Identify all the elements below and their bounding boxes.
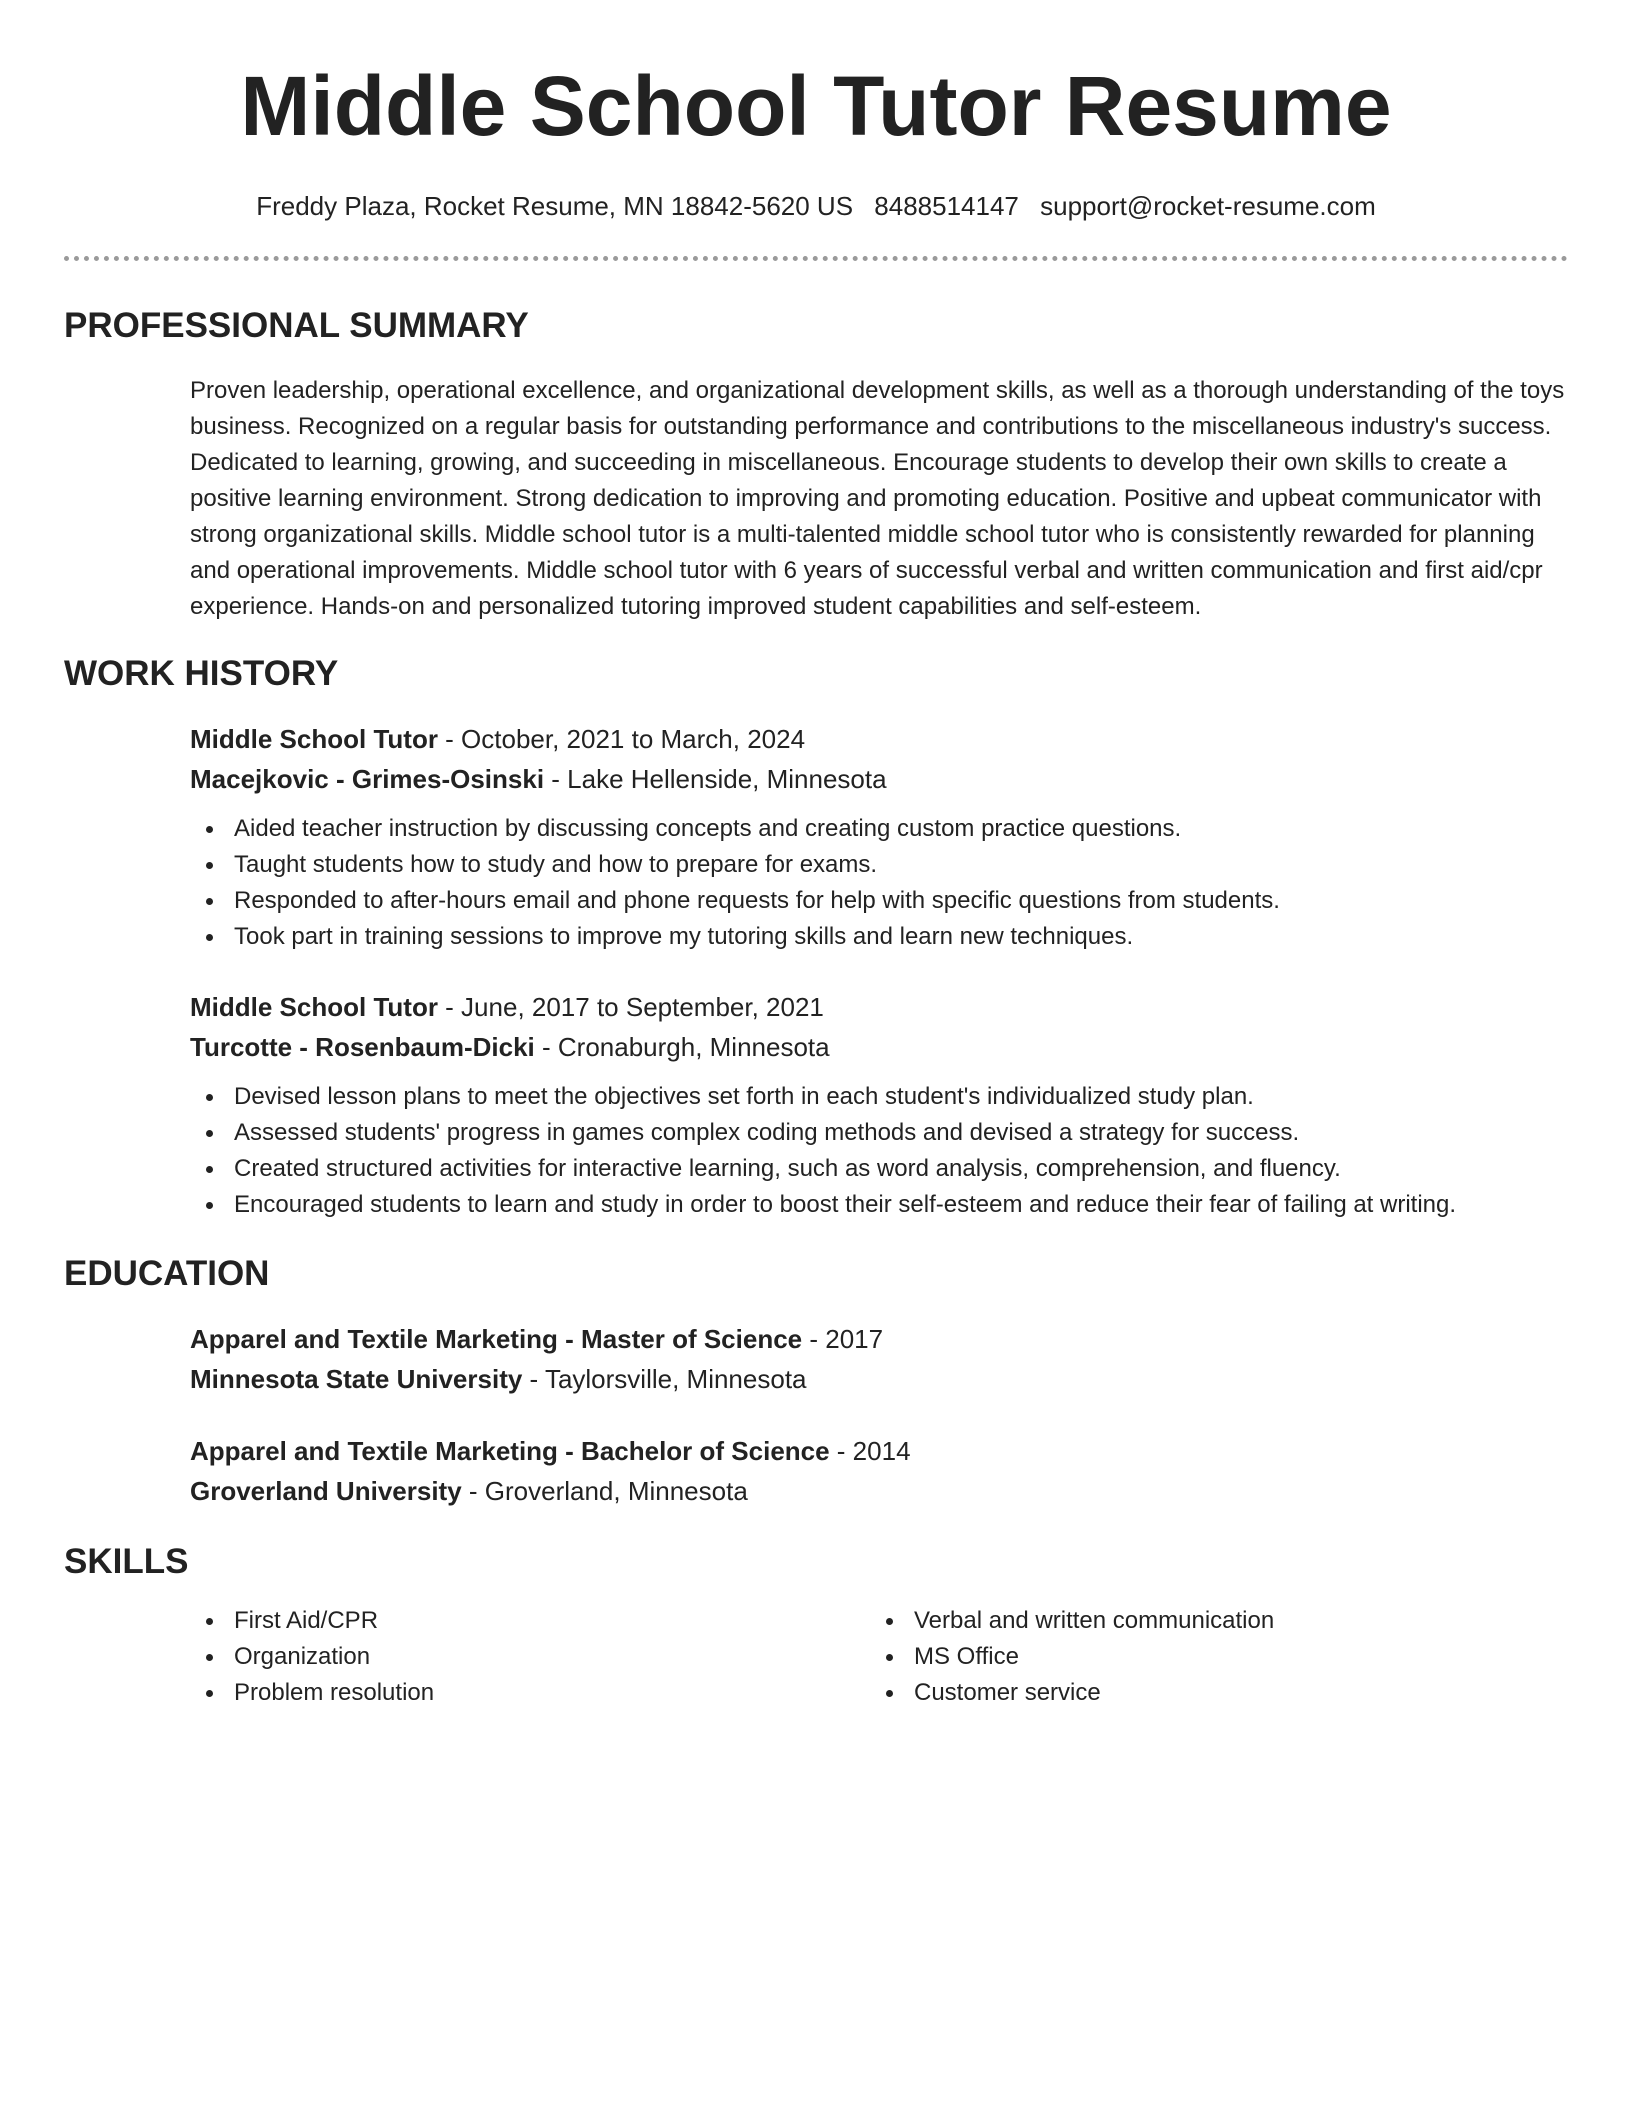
skill-item: Problem resolution bbox=[190, 1675, 870, 1711]
school-name: Minnesota State University bbox=[190, 1364, 523, 1394]
school-name: Groverland University bbox=[190, 1476, 462, 1506]
list-item: Encouraged students to learn and study in order to boost their self-esteem and reduce their fear of failing at writing. bbox=[190, 1187, 1568, 1223]
school-line bbox=[190, 1471, 1568, 1511]
skills-column-right bbox=[870, 1603, 1550, 1711]
job-title-line bbox=[190, 719, 1568, 759]
skills-grid bbox=[190, 1603, 1568, 1711]
list-item: Assessed students' progress in games complex coding methods and devised a strategy for success. bbox=[190, 1115, 1568, 1151]
section-heading-education: EDUCATION bbox=[64, 1254, 270, 1293]
school-location: - Groverland, Minnesota bbox=[461, 1476, 748, 1506]
job-entry bbox=[190, 719, 1568, 955]
skill-item: Customer service bbox=[870, 1675, 1550, 1711]
education-entry bbox=[190, 1431, 1568, 1511]
job-title: Middle School Tutor bbox=[190, 992, 438, 1022]
company-location: - Cronaburgh, Minnesota bbox=[534, 1032, 830, 1062]
list-item: Devised lesson plans to meet the objectives set forth in each student's individualized study plan. bbox=[190, 1079, 1568, 1115]
job-duties-list bbox=[190, 1079, 1568, 1223]
school-location: - Taylorsville, Minnesota bbox=[522, 1364, 807, 1394]
job-title: Middle School Tutor bbox=[190, 724, 438, 754]
skill-item: First Aid/CPR bbox=[190, 1603, 870, 1639]
degree-name: Apparel and Textile Marketing - Master of Science bbox=[190, 1324, 803, 1354]
job-title-line bbox=[190, 987, 1568, 1027]
degree-year: - 2014 bbox=[829, 1436, 911, 1466]
job-dates: - June, 2017 to September, 2021 bbox=[437, 992, 824, 1022]
skill-item: Verbal and written communication bbox=[870, 1603, 1550, 1639]
contact-email: support@rocket-resume.com bbox=[1040, 191, 1376, 221]
job-entry bbox=[190, 987, 1568, 1223]
list-item: Responded to after-hours email and phone requests for help with specific questions from students. bbox=[190, 883, 1568, 919]
degree-name: Apparel and Textile Marketing - Bachelor of Science bbox=[190, 1436, 830, 1466]
contact-phone: 8488514147 bbox=[874, 191, 1019, 221]
resume-title: Middle School Tutor Resume bbox=[240, 59, 1392, 153]
job-dates: - October, 2021 to March, 2024 bbox=[437, 724, 806, 754]
skill-item: Organization bbox=[190, 1639, 870, 1675]
degree-line bbox=[190, 1431, 1568, 1471]
job-duties-list bbox=[190, 811, 1568, 955]
degree-year: - 2017 bbox=[802, 1324, 884, 1354]
company-name: Macejkovic - Grimes-Osinski bbox=[190, 764, 545, 794]
contact-line bbox=[64, 190, 1568, 222]
company-line bbox=[190, 759, 1568, 799]
skills-list bbox=[190, 1603, 870, 1711]
section-heading-skills: SKILLS bbox=[64, 1542, 189, 1581]
company-name: Turcotte - Rosenbaum-Dicki bbox=[190, 1032, 535, 1062]
header-divider bbox=[64, 256, 1568, 261]
school-line bbox=[190, 1359, 1568, 1399]
company-line bbox=[190, 1027, 1568, 1067]
section-heading-summary: PROFESSIONAL SUMMARY bbox=[64, 306, 529, 345]
education-entry bbox=[190, 1319, 1568, 1399]
list-item: Taught students how to study and how to prepare for exams. bbox=[190, 847, 1568, 883]
section-heading-work-history: WORK HISTORY bbox=[64, 654, 339, 693]
degree-line bbox=[190, 1319, 1568, 1359]
list-item: Aided teacher instruction by discussing concepts and creating custom practice questions. bbox=[190, 811, 1568, 847]
skills-column-left bbox=[190, 1603, 870, 1711]
summary-text: Proven leadership, operational excellence, and organizational development skills, as well as a thorough understanding of the toys business. Recognized on a regular basis for outstanding performance and contributions to the miscellaneous industry's success. Dedicated to learning, growing, and succeeding in miscellaneous. Encourage students to develop their own skills to create a positive learning environment. Strong dedication to improving and promoting education. Positive and upbeat communicator with strong organizational skills. Middle school tutor is a multi-talented middle school tutor who is consistently rewarded for planning and operational improvements. Middle school tutor with 6 years of successful verbal and written communication and first aid/cpr experience. Hands-on and personalized tutoring improved student capabilities and self-esteem. bbox=[190, 377, 1565, 620]
contact-address: Freddy Plaza, Rocket Resume, MN 18842-5620 US bbox=[256, 191, 854, 221]
skill-item: MS Office bbox=[870, 1639, 1550, 1675]
skills-list bbox=[870, 1603, 1550, 1711]
list-item: Created structured activities for interactive learning, such as word analysis, comprehension, and fluency. bbox=[190, 1151, 1568, 1187]
list-item: Took part in training sessions to improve my tutoring skills and learn new techniques. bbox=[190, 919, 1568, 955]
company-location: - Lake Hellenside, Minnesota bbox=[544, 764, 887, 794]
